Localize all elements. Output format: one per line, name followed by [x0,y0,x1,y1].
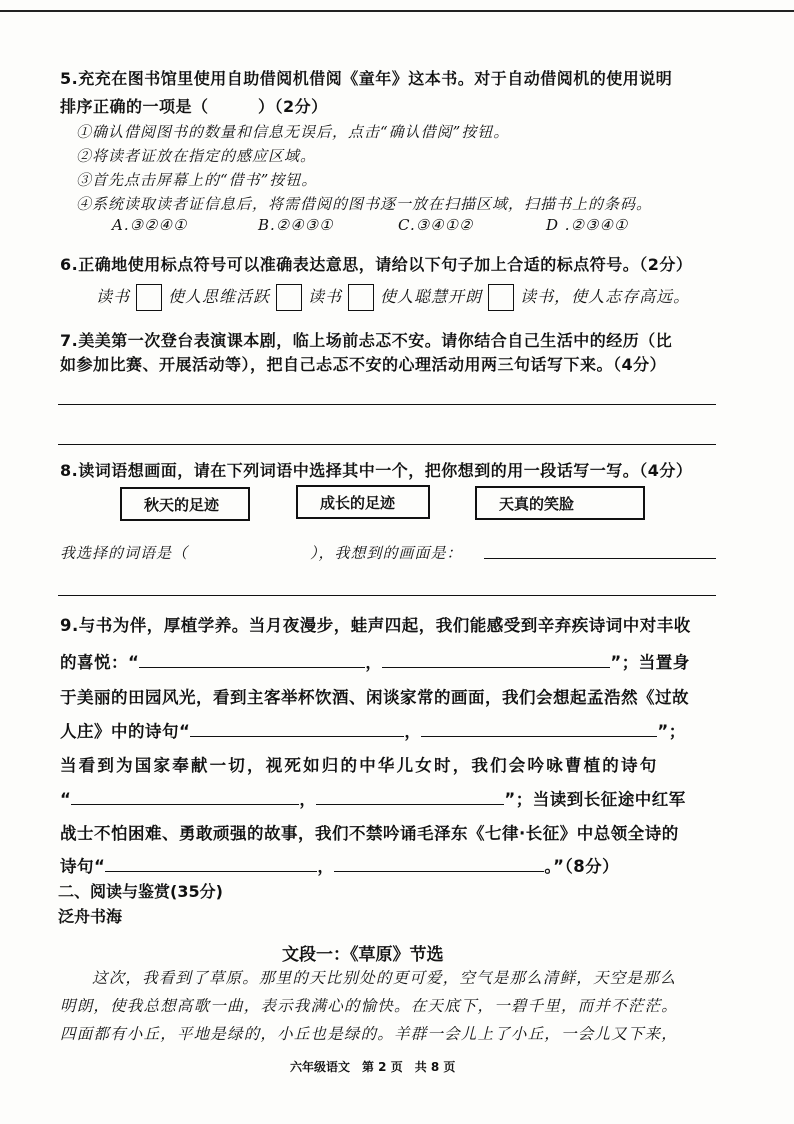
q5-option-b[interactable]: B.②④③① [258,216,334,234]
q5-stem-line2: 排序正确的一项是（ ）（2分） [60,97,328,116]
q8-stem: 8.读词语想画面，请在下列词语中选择其中一个，把你想到的用一段话写一写。（4分） [60,461,693,480]
q6-seg-3: 读书 [308,287,343,306]
q5-step-3: ③首先点击屏幕上的“借书”按钮。 [76,171,318,189]
q9-text: ， [365,653,383,672]
q7-answer-line-1[interactable] [58,404,716,405]
q8-word-box-2[interactable]: 成长的足迹 [296,485,430,519]
q8-answer-line-2[interactable] [58,595,716,596]
page-footer: 六年级语文 第 2 页 共 8 页 [290,1060,456,1074]
poem-blank-8[interactable] [334,853,544,872]
punct-box-4[interactable] [488,284,514,311]
poem-blank-2[interactable] [382,649,610,668]
q9-text: 的喜悦：“ [60,653,140,672]
q5-step-1: ①确认借阅图书的数量和信息无误后，点击“确认借阅”按钮。 [76,123,510,141]
poem-blank-1[interactable] [139,649,365,668]
q9-line-5: 当看到为国家奉献一切，视死如归的中华儿女时，我们会吟咏曹植的诗句 [60,756,659,775]
q6-seg-5: 读书，使人志存高远。 [520,287,691,306]
q9-text: ”； [657,722,686,741]
q9-line-1: 9.与书为伴，厚植学养。当月夜漫步，蛙声四起，我们能感受到辛弃疾诗词中对丰收 [60,616,691,635]
q9-text: ， [317,857,335,876]
q5-step-2: ②将读者证放在指定的感应区域。 [76,147,317,165]
punct-box-2[interactable] [276,284,302,311]
q9-line-7: 战士不怕困难、勇敢顽强的故事，我们不禁吟诵毛泽东《七律·长征》中总领全诗的 [60,824,679,843]
q9-text: 人庄》中的诗句“ [60,722,191,741]
q9-line-4 [60,718,686,742]
q5-stem-line1: 5.充充在图书馆里使用自助借阅机借阅《童年》这本书。对于自动借阅机的使用说明 [60,69,673,88]
top-border [0,10,794,12]
q8-choice-label: 我选择的词语是（ [60,544,189,562]
q6-seg-2: 使人思维活跃 [168,287,271,306]
q5-option-d[interactable]: D .②③④① [546,216,629,234]
q9-line-8 [60,853,619,877]
q5-option-c[interactable]: C.③④①② [398,216,474,234]
q7-stem-line1: 7.美美第一次登台表演课本剧，临上场前忐忑不安。请你结合自己生活中的经历（比 [60,331,673,350]
passage-line-2: 明朗，使我总想高歌一曲，表示我满心的愉快。在天底下，一碧千里，而并不茫茫。 [60,997,678,1015]
q8-answer-line-1[interactable] [484,558,716,559]
q7-stem-line2: 如参加比赛、开展活动等），把自己忐忑不安的心理活动用两三句话写下来。（4分） [60,355,667,374]
q9-text: 。”（8分） [544,857,620,876]
q8-word-box-1[interactable]: 秋天的足迹 [120,487,250,521]
poem-blank-4[interactable] [421,718,657,737]
q6-seg-1: 读书 [96,287,131,306]
passage-line-1: 这次，我看到了草原。那里的天比别处的更可爱，空气是那么清鲜，天空是那么 [92,969,677,987]
q9-line-6 [60,786,686,810]
passage-title: 文段一：《草原》节选 [282,945,444,965]
q9-text: ”；当置身 [610,653,690,672]
punct-box-3[interactable] [348,284,374,311]
q6-sentence [96,284,690,311]
punct-box-1[interactable] [136,284,162,311]
q5-option-a[interactable]: A.③②④① [112,216,188,234]
q9-text: “ [60,790,72,809]
q6-stem: 6.正确地使用标点符号可以准确表达意思，请给以下句子加上合适的标点符号。（2分） [60,255,693,274]
passage-line-3: 四面都有小丘，平地是绿的，小丘也是绿的。羊群一会儿上了小丘，一会儿又下来， [60,1025,678,1043]
poem-blank-6[interactable] [316,786,504,805]
q8-word-box-3[interactable]: 天真的笑脸 [475,486,645,520]
q9-line-2 [60,649,690,673]
q6-seg-4: 使人聪慧开朗 [380,287,483,306]
q9-text: ”；当读到长征途中红军 [504,790,686,809]
poem-blank-7[interactable] [105,853,317,872]
section-subheading: 泛舟书海 [58,907,123,926]
poem-blank-5[interactable] [71,786,299,805]
q9-text: ， [404,722,422,741]
q9-text: ， [299,790,317,809]
q8-picture-label: ），我想到的画面是： [310,544,463,562]
q9-text: 诗句“ [60,857,106,876]
section-heading: 二、阅读与鉴赏(35分) [58,882,223,901]
q7-answer-line-2[interactable] [58,444,716,445]
poem-blank-3[interactable] [190,718,404,737]
q5-step-4: ④系统读取读者证信息后，将需借阅的图书逐一放在扫描区域，扫描书上的条码。 [76,195,653,213]
q9-line-3: 于美丽的田园风光，看到主客举杯饮酒、闲谈家常的画面，我们会想起孟浩然《过故 [60,688,689,707]
